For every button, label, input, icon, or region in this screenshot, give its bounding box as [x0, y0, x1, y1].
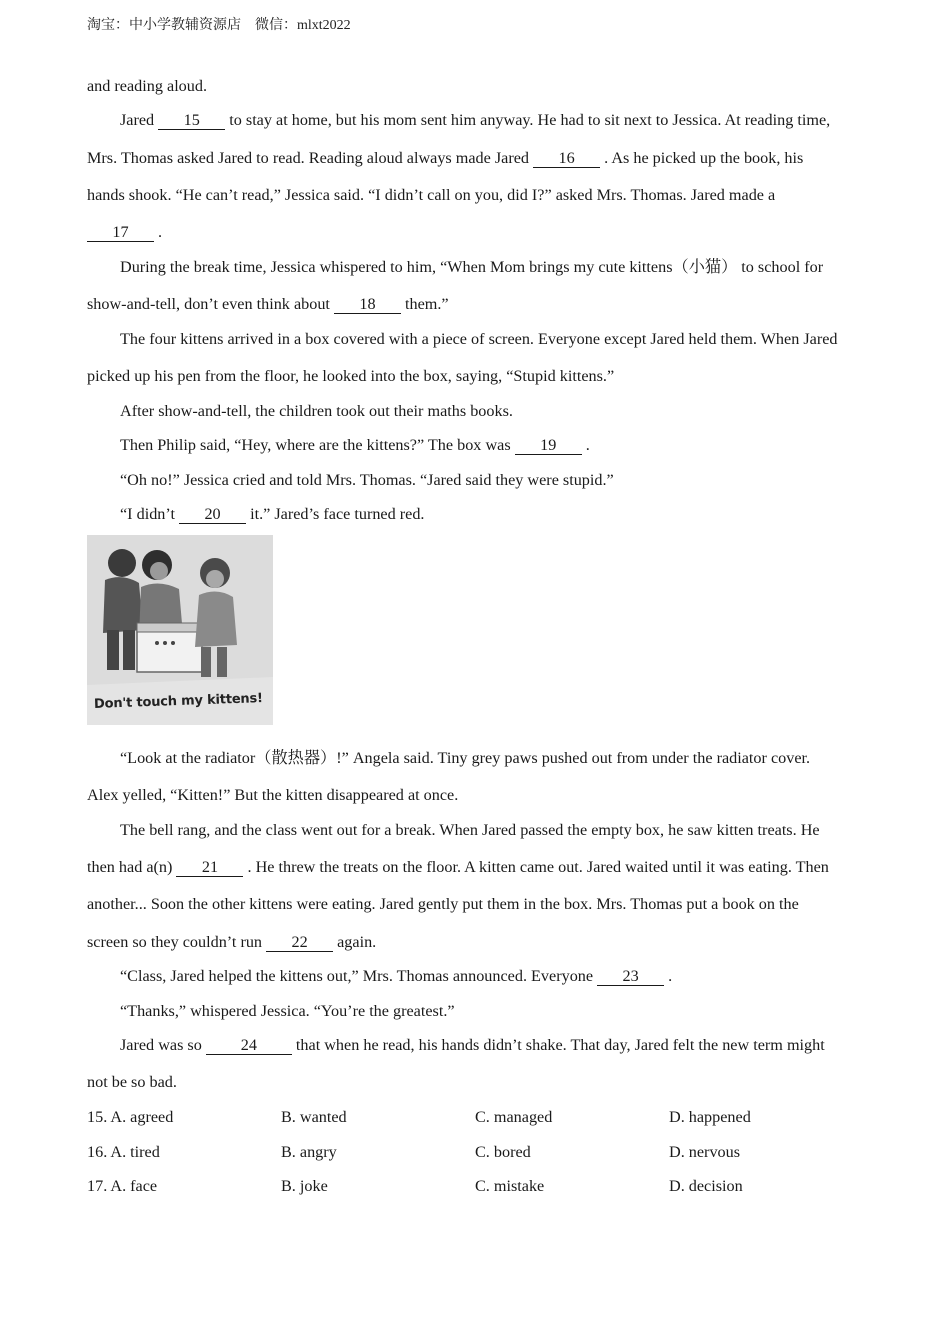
option-d[interactable]: D. decision — [669, 1177, 743, 1195]
passage-line: The bell rang, and the class went out for a break. When Jared passed the empty box, he saw kitten treats. He — [120, 821, 820, 839]
passage-line — [120, 1035, 825, 1055]
passage-line — [120, 435, 590, 455]
passage-line: After show-and-tell, the children took out their maths books. — [120, 402, 513, 420]
passage-line: “Look at the radiator（散热器）!” Angela said. Tiny grey paws pushed out from under the radiator cover. — [120, 749, 811, 767]
passage-line — [87, 857, 829, 877]
passage-line: “Oh no!” Jessica cried and told Mrs. Thomas. “Jared said they were stupid.” — [120, 471, 614, 489]
text: again. — [337, 933, 377, 951]
option-b[interactable]: B. angry — [281, 1143, 337, 1161]
option-a[interactable]: 17. A. face — [87, 1177, 158, 1195]
passage-line: The four kittens arrived in a box covered with a piece of screen. Everyone except Jared held them. When Jared — [120, 330, 838, 348]
blank-19: 19 — [515, 437, 582, 455]
blank-18: 18 — [334, 296, 401, 314]
text: Mrs. Thomas asked Jared to read. Reading aloud always made Jared — [87, 149, 530, 167]
passage-line: Alex yelled, “Kitten!” But the kitten disappeared at once. — [87, 786, 459, 804]
text: screen so they couldn’t run — [87, 933, 263, 951]
text: show-and-tell, don’t even think about — [87, 295, 330, 313]
option-b[interactable]: B. wanted — [281, 1108, 347, 1126]
blank-21: 21 — [176, 859, 243, 877]
text: . — [585, 436, 590, 454]
option-c[interactable]: C. bored — [475, 1143, 531, 1161]
passage-line: and reading aloud. — [87, 77, 208, 95]
blank-15: 15 — [158, 112, 225, 130]
passage-line: “Thanks,” whispered Jessica. “You’re the greatest.” — [120, 1002, 455, 1020]
passage-line — [120, 504, 424, 524]
illustration-caption: Don't touch my kittens! — [93, 691, 264, 712]
text: it.” Jared’s face turned red. — [250, 505, 425, 523]
option-b[interactable]: B. joke — [281, 1177, 328, 1195]
blank-23: 23 — [597, 968, 664, 986]
blank-17: 17 — [87, 224, 154, 242]
passage-line: another... Soon the other kittens were eating. Jared gently put them in the box. Mrs. Thomas put a book on the — [87, 895, 799, 913]
passage-line: not be so bad. — [87, 1073, 177, 1091]
option-d[interactable]: D. nervous — [669, 1143, 741, 1161]
text: Jared — [120, 111, 155, 129]
passage-line — [87, 222, 162, 242]
text: that when he read, his hands didn’t shake. That day, Jared felt the new term might — [295, 1036, 825, 1054]
blank-24: 24 — [206, 1037, 292, 1055]
text: them.” — [405, 295, 449, 313]
passage-line — [87, 294, 449, 314]
text: . As he picked up the book, his — [604, 149, 804, 167]
option-a[interactable]: 16. A. tired — [87, 1143, 160, 1161]
passage-line — [87, 148, 803, 168]
text: to stay at home, but his mom sent him anyway. He had to sit next to Jessica. At reading time, — [229, 111, 831, 129]
text: “Class, Jared helped the kittens out,” Mrs. Thomas announced. Everyone — [120, 967, 594, 985]
passage-line: hands shook. “He can’t read,” Jessica said. “I didn’t call on you, did I?” asked Mrs. Thomas. Jared made a — [87, 186, 776, 204]
passage-line — [120, 110, 830, 130]
option-c[interactable]: C. managed — [475, 1108, 553, 1126]
passage-line: During the break time, Jessica whispered to him, “When Mom brings my cute kittens（小猫） to school for — [120, 258, 824, 276]
option-c[interactable]: C. mistake — [475, 1177, 545, 1195]
option-a[interactable]: 15. A. agreed — [87, 1108, 174, 1126]
blank-22: 22 — [266, 934, 333, 952]
text: then had a(n) — [87, 858, 173, 876]
page-header — [87, 14, 351, 34]
text: . He threw the treats on the floor. A kitten came out. Jared waited until it was eating. Then — [247, 858, 829, 876]
passage-line: picked up his pen from the floor, he looked into the box, saying, “Stupid kittens.” — [87, 367, 615, 385]
passage-line — [120, 966, 672, 986]
blank-20: 20 — [179, 506, 246, 524]
text: Then Philip said, “Hey, where are the kittens?” The box was — [120, 436, 511, 454]
text: “I didn’t — [120, 505, 175, 523]
wechat-label: 微信：mlxt2022 — [255, 18, 351, 33]
text: . — [158, 223, 163, 241]
text: Jared was so — [120, 1036, 202, 1054]
option-d[interactable]: D. happened — [669, 1108, 751, 1126]
blank-16: 16 — [533, 150, 600, 168]
illustration-kittens — [87, 535, 273, 725]
passage-line — [87, 932, 376, 952]
shop-label: 淘宝：中小学教辅资源店 — [87, 18, 241, 33]
text: . — [668, 967, 673, 985]
